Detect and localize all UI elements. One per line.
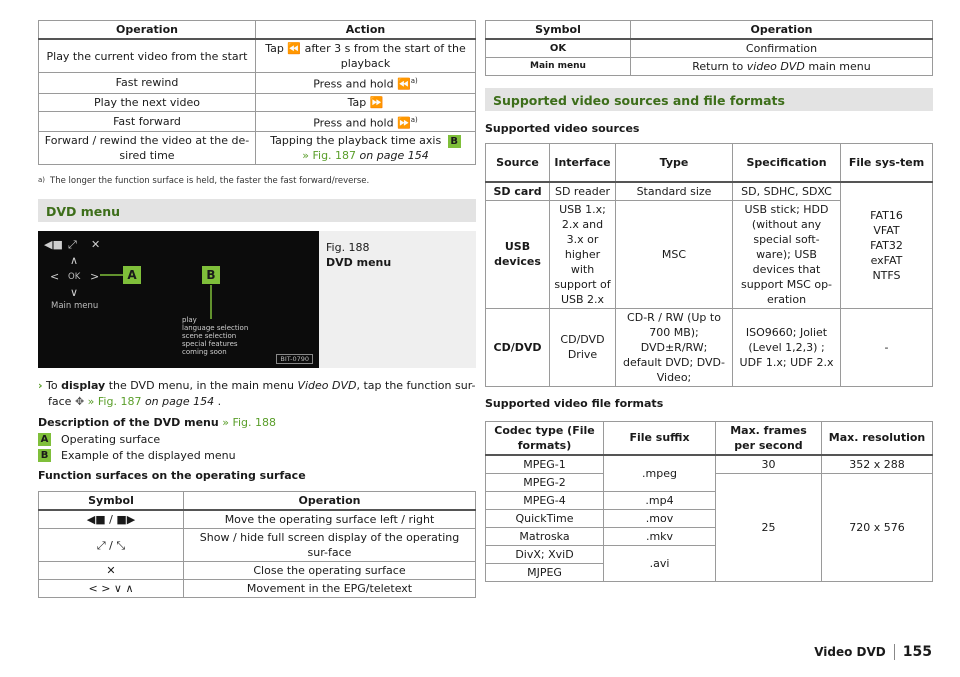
symbol-cell: < > ∨ ∧	[39, 580, 184, 598]
table-row	[39, 510, 476, 529]
fps-cell: 25	[716, 473, 822, 581]
page-ref: on page 154	[144, 395, 215, 409]
formats-heading: Supported video file formats	[485, 396, 664, 410]
col-header-symbol: Symbol	[39, 492, 184, 511]
description-item	[38, 431, 476, 447]
col-header-interface: Interface	[550, 144, 616, 182]
description-text: Example of the displayed menu	[61, 448, 236, 462]
operation-italic: video DVD	[746, 60, 805, 73]
function-surface-icon: ✥	[74, 395, 85, 409]
chevron-right-icon: >	[90, 270, 100, 284]
col-header-resolution: Max. resolution	[822, 421, 933, 455]
menu-item: language selection	[182, 324, 249, 333]
footnote-mark: a)	[410, 115, 418, 124]
main-menu-label: Main menu	[51, 301, 99, 312]
page-footer	[814, 644, 932, 660]
symbols-table	[485, 20, 933, 76]
spec-cell: USB stick; HDD (without any special soft-ware); USB devices that support MSC op-eration	[733, 200, 841, 308]
dvd-menu-screen	[38, 231, 319, 368]
table-row	[39, 529, 476, 562]
menu-item: coming soon	[182, 348, 227, 357]
col-header-suffix: File suffix	[604, 421, 716, 455]
instruction-text: , tap the function sur-face	[48, 379, 476, 409]
figure-title: DVD menu	[326, 256, 392, 270]
resolution-cell: 352 x 288	[822, 455, 933, 474]
col-header-codec: Codec type (File formats)	[486, 421, 604, 455]
operation-cell: Fast forward	[39, 111, 256, 132]
table-row	[486, 39, 933, 58]
page-number: 155	[894, 644, 932, 660]
col-header-source: Source	[486, 144, 550, 182]
action-cell	[256, 132, 476, 165]
codec-cell: MJPEG	[486, 563, 604, 581]
suffix-cell: .mp4	[604, 491, 716, 509]
table-row	[39, 132, 476, 165]
figure-dvd-menu	[38, 231, 476, 368]
symbol-cell: ✕	[39, 562, 184, 580]
description-text: Operating surface	[61, 432, 161, 446]
section-title-dvd-menu: DVD menu	[38, 199, 476, 222]
tag-b: B	[202, 266, 220, 284]
description-heading	[38, 415, 476, 431]
symbol-cell: ⤢ / ⤡	[39, 529, 184, 562]
operation-cell: Close the operating surface	[184, 562, 476, 580]
codec-cell: MPEG-1	[486, 455, 604, 474]
type-cell: Standard size	[616, 182, 733, 201]
action-cell: Tap ⏩	[256, 93, 476, 111]
footer-title: Video DVD	[814, 645, 886, 659]
operation-cell: Play the current video from the start	[39, 39, 256, 73]
instruction-text: the DVD menu, in the main menu	[108, 379, 294, 393]
close-icon: ✕	[91, 238, 101, 252]
action-text: Press and hold ⏩	[313, 116, 411, 130]
col-header-operation: Operation	[631, 21, 933, 40]
tag-a: A	[38, 433, 51, 446]
description-title: Description of the DVD menu	[38, 416, 219, 430]
figure-ref[interactable]: » Fig. 188	[222, 416, 276, 430]
chevron-left-icon: <	[50, 270, 60, 284]
figure-number: Fig. 188	[326, 241, 370, 255]
action-cell	[256, 111, 476, 132]
operation-text: main menu	[808, 60, 871, 73]
col-header-specification: Specification	[733, 144, 841, 182]
codec-cell: MPEG-4	[486, 491, 604, 509]
bullet-arrow-icon: ›	[38, 379, 43, 393]
file-system-cell: FAT16 VFAT FAT32 exFAT NTFS	[841, 182, 933, 309]
interface-cell: SD reader	[550, 182, 616, 201]
fullscreen-icon: ⤢	[68, 238, 77, 252]
col-header-type: Type	[616, 144, 733, 182]
instruction-display: display	[61, 379, 106, 393]
move-left-icon: ◀■	[44, 238, 63, 252]
ok-label: OK	[68, 272, 81, 283]
spec-cell: ISO9660; Joliet (Level 1,2,3) ; UDF 1.x; UDF 2.x	[733, 308, 841, 386]
codec-cell: QuickTime	[486, 509, 604, 527]
description-item	[38, 447, 476, 463]
footnote-text: The longer the function surface is held, the faster the fast forward/reverse.	[50, 176, 370, 187]
table-row	[39, 39, 476, 73]
table-row	[486, 182, 933, 201]
operation-cell: Move the operating surface left / right	[184, 510, 476, 529]
instruction-to: To	[46, 379, 58, 393]
tag-b: B	[448, 135, 461, 148]
suffix-cell: .avi	[604, 545, 716, 581]
left-column	[38, 20, 476, 598]
action-text: Tapping the playback time axis	[270, 134, 442, 148]
menu-item: scene selection	[182, 332, 237, 341]
menu-item: play	[182, 316, 197, 325]
tag-a: A	[123, 266, 141, 284]
action-cell	[256, 73, 476, 94]
table-row	[486, 455, 933, 474]
codec-cell: Matroska	[486, 527, 604, 545]
instruction	[38, 378, 476, 410]
video-formats-table	[485, 421, 933, 582]
col-header-file-system: File sys-tem	[841, 144, 933, 182]
fps-cell: 30	[716, 455, 822, 474]
footnote	[38, 176, 476, 186]
chevron-up-icon: ∧	[70, 254, 79, 268]
tag-b: B	[38, 449, 51, 462]
footnote-mark: a)	[38, 176, 46, 185]
col-header-action: Action	[256, 21, 476, 40]
sources-heading: Supported video sources	[485, 122, 640, 135]
table-row	[39, 562, 476, 580]
action-cell: Tap ⏪ after 3 s from the start of the playback	[256, 39, 476, 73]
table-row	[486, 58, 933, 76]
figure-code: BIT-0790	[276, 354, 313, 364]
function-surfaces-table	[38, 491, 476, 598]
table-row	[39, 580, 476, 598]
col-header-symbol: Symbol	[486, 21, 631, 40]
operation-cell: Show / hide full screen display of the operating sur-face	[184, 529, 476, 562]
operation-cell: Confirmation	[631, 39, 933, 58]
section-title-sources: Supported video sources and file formats	[485, 88, 933, 111]
figure-caption	[326, 240, 391, 270]
video-sources-table	[485, 143, 933, 387]
suffix-cell: .mkv	[604, 527, 716, 545]
interface-cell: CD/DVD Drive	[550, 308, 616, 386]
operation-cell: Movement in the EPG/teletext	[184, 580, 476, 598]
codec-cell: DivX; XviD	[486, 545, 604, 563]
symbol-cell: ◀■ / ■▶	[39, 510, 184, 529]
source-cell: USB devices	[486, 200, 550, 308]
type-cell: CD-R / RW (Up to 700 MB); DVD±R/RW; default DVD; DVD-Video;	[616, 308, 733, 386]
function-surfaces-heading: Function surfaces on the operating surface	[38, 469, 306, 483]
table-row	[39, 93, 476, 111]
right-column	[485, 20, 933, 582]
interface-cell: USB 1.x; 2.x and 3.x or higher with support of USB 2.x	[550, 200, 616, 308]
source-cell: SD card	[486, 182, 550, 201]
operation-cell: Forward / rewind the video at the de-sired time	[39, 132, 256, 165]
source-cell: CD/DVD	[486, 308, 550, 386]
suffix-cell: .mpeg	[604, 455, 716, 492]
codec-cell: MPEG-2	[486, 473, 604, 491]
type-cell: MSC	[616, 200, 733, 308]
menu-item: special features	[182, 340, 238, 349]
col-header-operation: Operation	[39, 21, 256, 40]
suffix-cell: .mov	[604, 509, 716, 527]
operation-cell: Play the next video	[39, 93, 256, 111]
col-header-operation: Operation	[184, 492, 476, 511]
spec-cell: SD, SDHC, SDXC	[733, 182, 841, 201]
operation-cell	[631, 58, 933, 76]
playback-operations-table	[38, 20, 476, 165]
resolution-cell: 720 x 576	[822, 473, 933, 581]
instruction-end: .	[217, 395, 222, 409]
file-system-cell: -	[841, 308, 933, 386]
table-row	[39, 111, 476, 132]
symbol-cell: Main menu	[486, 58, 631, 76]
figure-ref[interactable]: » Fig. 187	[87, 395, 142, 409]
chevron-down-icon: ∨	[70, 286, 79, 300]
col-header-fps: Max. frames per second	[716, 421, 822, 455]
instruction-video-dvd: Video DVD	[297, 379, 357, 393]
operation-text: Return to	[692, 60, 744, 73]
symbol-cell: OK	[486, 39, 631, 58]
figure-ref[interactable]: » Fig. 187	[302, 149, 357, 163]
page-ref: on page 154	[359, 149, 429, 163]
footnote-mark: a)	[410, 77, 418, 85]
callout-lines	[38, 231, 319, 368]
operation-cell: Fast rewind	[39, 73, 256, 94]
table-row	[486, 308, 933, 386]
table-row	[39, 73, 476, 94]
action-text: Press and hold ⏪	[313, 77, 411, 91]
